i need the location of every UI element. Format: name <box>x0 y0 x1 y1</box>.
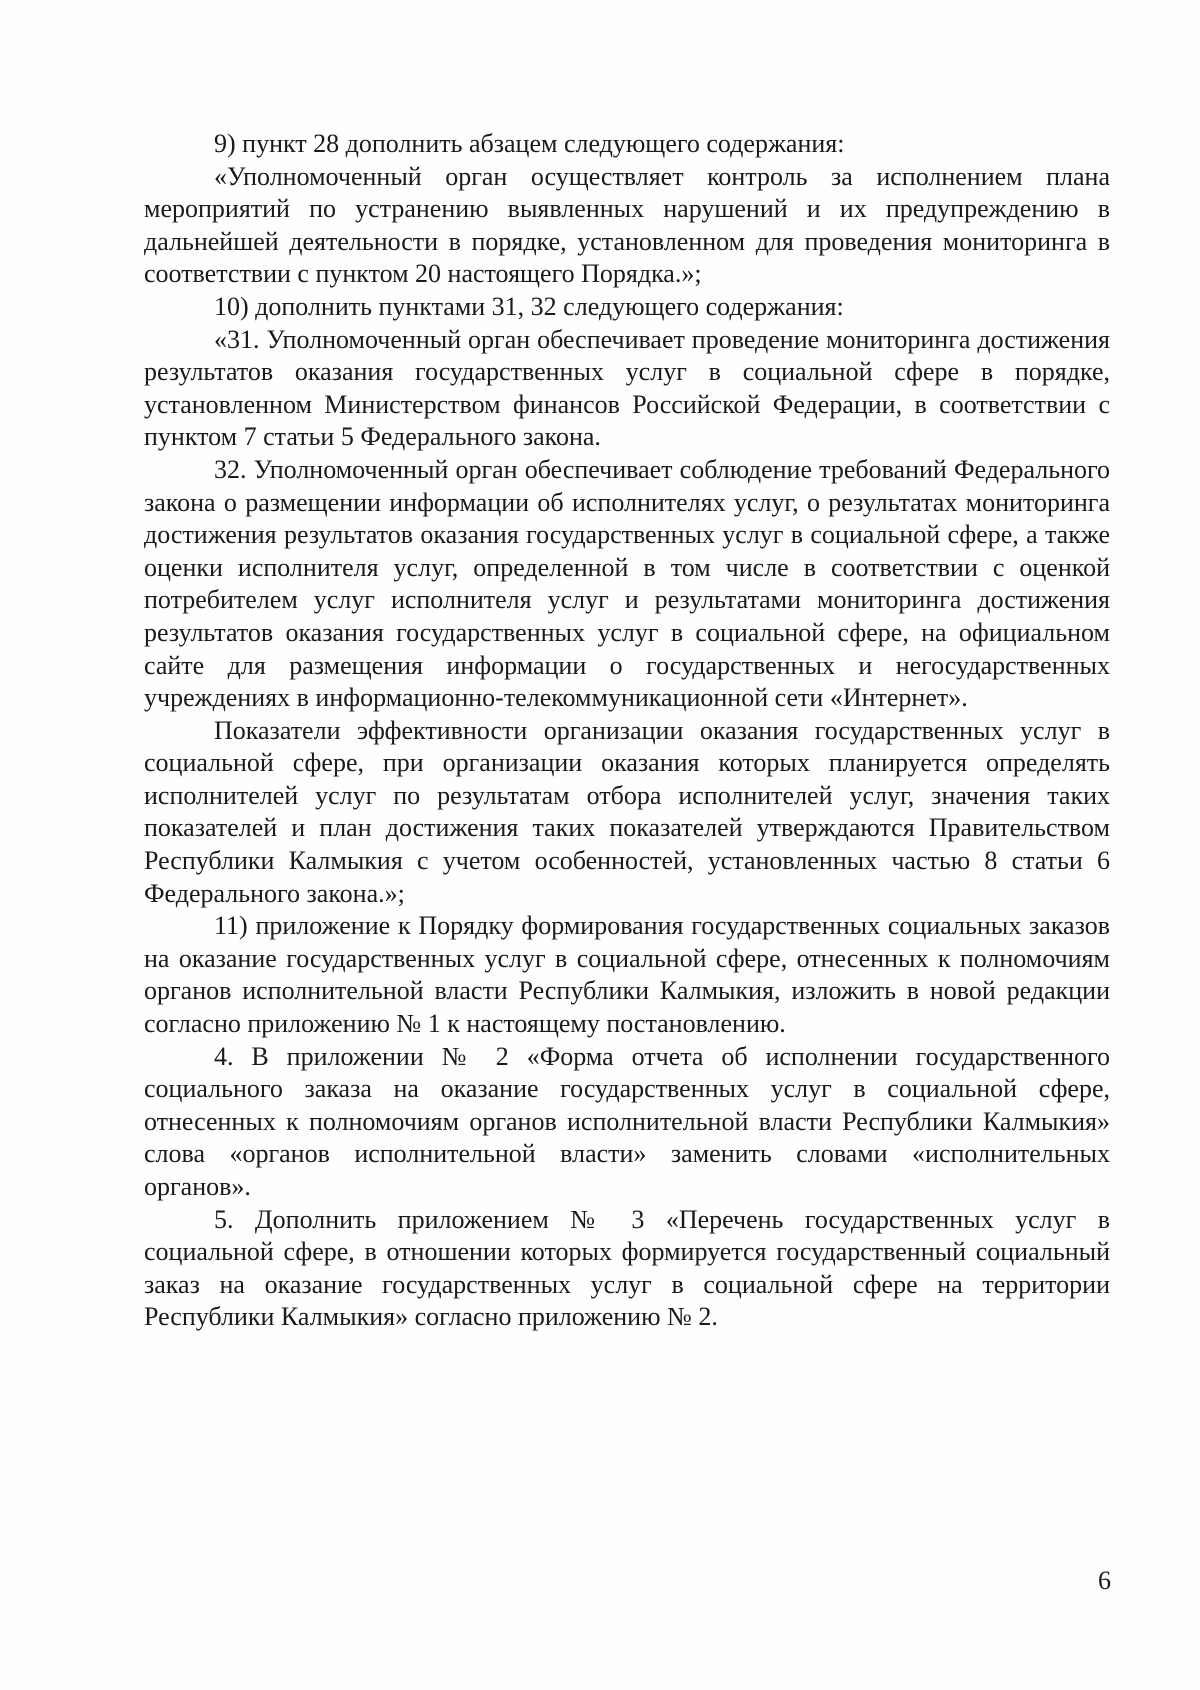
paragraph-item-10: 10) дополнить пунктами 31, 32 следующего содержания: <box>214 291 844 321</box>
paragraph-point-5: 5. Дополнить приложением № 3 «Перечень государственных услуг в социальной сфере, в отношении которых формируется государственный социальный заказ на оказание государственных услуг в социальной сфере на территории Республики Калмыкия» согласно приложению № 2. <box>144 1204 1110 1332</box>
paragraph-indicators: Показатели эффективности организации оказания государственных услуг в социальной сфере, при организации оказания которых планируется определять исполнителей услуг по результатам отбора исполнителей услуг, значения таких показателей и план достижения таких показателей утверждаются Правительством Республики Калмыкия с учетом особенностей, установленных частью 8 статьи 6 Федерального закона.»; <box>144 715 1110 908</box>
paragraph-point-32: 32. Уполномоченный орган обеспечивает соблюдение требований Федерального закона о размещении информации об исполнителях услуг, о результатах мониторинга достижения результатов оказания государственных услуг в социальной сфере, а также оценки исполнителя услуг, определенной в том числе в соответствии с оценкой потребителем услуг исполнителя услуг и результатами мониторинга достижения результатов оказания государственных услуг в социальной сфере, на официальном сайте для размещения информации о государственных и негосударственных учреждениях в информационно-телекоммуникационной сети «Интернет». <box>144 454 1110 713</box>
paragraph-point-4: 4. В приложении № 2 «Форма отчета об исполнении государственного социального заказа на оказание государственных услуг в социальной сфере, отнесенных к полномочиям органов исполнительной власти Республики Калмыкия» слова «органов исполнительной власти» заменить словами «исполнительных органов». <box>144 1041 1110 1201</box>
paragraph-point-31: «31. Уполномоченный орган обеспечивает проведение мониторинга достижения результатов оказания государственных услуг в социальной сфере в порядке, установленном Министерством финансов Российской Федерации, в соответствии с пунктом 7 статьи 5 Федерального закона. <box>144 324 1110 452</box>
page-number: 6 <box>1098 1566 1111 1595</box>
paragraph-item-9: 9) пункт 28 дополнить абзацем следующего содержания: <box>214 129 845 158</box>
document-body <box>144 128 1110 1334</box>
paragraph-item-11: 11) приложение к Порядку формирования государственных социальных заказов на оказание государственных услуг в социальной сфере, отнесенных к полномочиям органов исполнительной власти Республики Калмыкия, изложить в новой редакции согласно приложению № 1 к настоящему постановлению. <box>144 911 1110 1039</box>
paragraph-quote-control: «Уполномоченный орган осуществляет контроль за исполнением плана мероприятий по устранению выявленных нарушений и их предупреждению в дальнейшей деятельности в порядке, установленном для проведения мониторинга в соответствии с пунктом 20 настоящего Порядка.»; <box>144 161 1110 289</box>
